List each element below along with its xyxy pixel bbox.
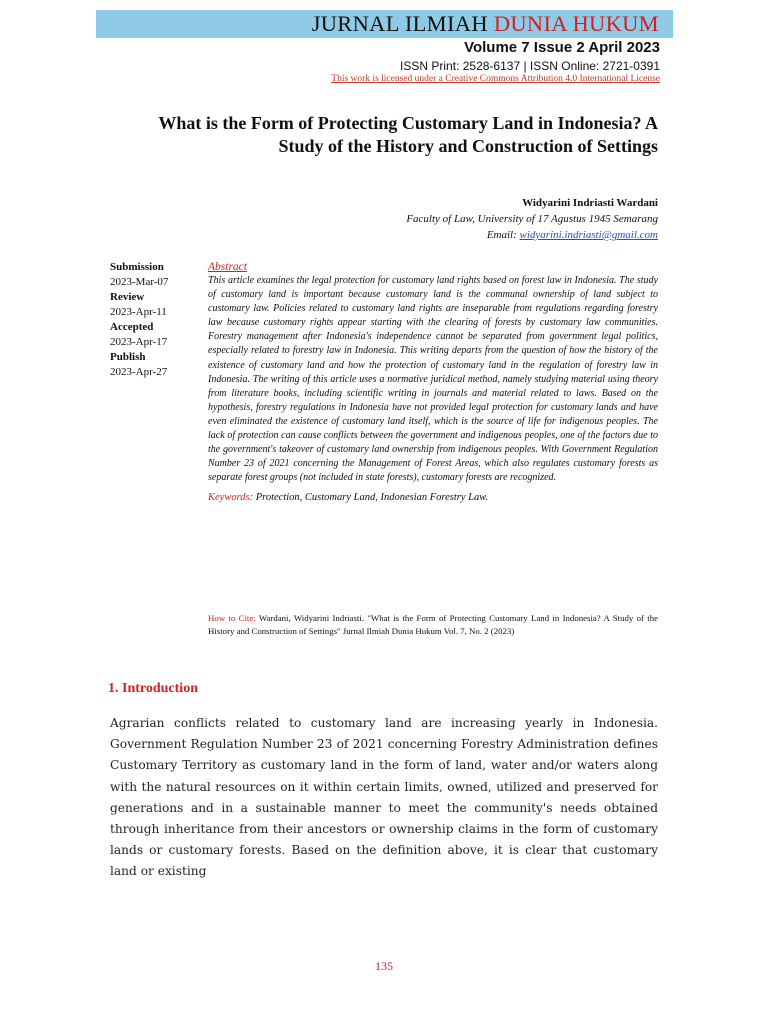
issn-line: ISSN Print: 2528-6137 | ISSN Online: 2721-0391 xyxy=(400,59,660,73)
author-email-line xyxy=(487,229,658,241)
email-label: Email: xyxy=(486,229,520,241)
article-title: What is the Form of Protecting Customary Land in Indonesia? A Study of the History and Construction of Settings xyxy=(158,113,658,156)
keywords-label: Keywords: xyxy=(208,492,254,504)
journal-title-main: JURNAL ILMIAH xyxy=(311,11,494,36)
review-label: Review xyxy=(110,291,145,303)
introduction-heading: 1. Introduction xyxy=(108,681,198,696)
page-number: 135 xyxy=(375,959,393,973)
journal-title xyxy=(312,10,659,38)
author-affiliation: Faculty of Law, University of 17 Agustus 1945 Semarang xyxy=(406,213,658,225)
journal-title-accent: DUNIA HUKUM xyxy=(493,11,659,36)
keywords-text: Protection, Customary Land, Indonesian Forestry Law. xyxy=(253,492,489,504)
author-name: Widyarini Indriasti Wardani xyxy=(522,197,658,209)
cite-text: Wardani, Widyarini Indriasti. "What is the Form of Protecting Customary Land in Indonesia? A Study of the History and Construction of Settings" Jurnal Ilmiah Dunia Hukum Vol. 7, No. 2 (2023) xyxy=(208,613,659,636)
how-to-cite xyxy=(208,612,658,637)
publish-label: Publish xyxy=(110,351,146,363)
accepted-date: 2023-Apr-17 xyxy=(110,336,168,348)
license-link[interactable]: This work is licensed under a Creative Commons Attribution 4.0 International License xyxy=(331,74,660,84)
keywords xyxy=(208,492,658,503)
introduction-paragraph: Agrarian conflicts related to customary land are increasing yearly in Indonesia. Government Regulation Number 23 of 2021 concerning Forestry Administration defines Customary Territory as customary land in the form of land, water and/or waters along with the natural resources on it within certain limits, owned, utilized and preserved for generations and in a sustainable manner to meet the community's needs obtained through inheritance from their ancestors or ownership claims in the form of customary lands or customary forests. Based on the definition above, it is clear that customary land or existing xyxy=(110,716,658,879)
publish-date: 2023-Apr-27 xyxy=(110,366,168,378)
cite-label: How to Cite: xyxy=(208,613,256,623)
submission-date: 2023-Mar-07 xyxy=(110,276,169,288)
email-link[interactable]: widyarini.indriasti@gmail.com xyxy=(519,229,658,241)
submission-label: Submission xyxy=(110,261,164,273)
abstract-section xyxy=(208,260,658,503)
abstract-text: This article examines the legal protection for customary land rights based on forest law in Indonesia. The study of customary land is important because customary land is the communal ownership of land subject to customary law. Policies related to customary land rights are inseparable from regulations regarding forestry law because customary rights appear starting with the clearing of forests by customary law communities. Forestry management after Indonesia's independence cannot be separated from government legal politics, especially related to forestry law in Indonesia. This writing departs from the question of how the history of the existence of customary land and how the protection of customary land in the regulation of forestry law in Indonesia. The writing of this article uses a normative juridical method, namely studying material using theory from literature books, including scientific writing in journals and material related to laws. Based on the hypothesis, forestry regulations in Indonesia have not provided legal protection for customary lands and have even eliminated the existence of customary land itself, which is the source of life for indigenous peoples. The lack of protection can cause conflicts between the government and indigenous peoples, one of the factors due to the government's takeover of customary land ownership from indigenous peoples. With Government Regulation Number 23 of 2021 concerning the Management of Forest Areas, which also regulates customary forests as separate forest groups (not included in state forests), customary forests are recognized. xyxy=(208,275,658,484)
journal-header-bar xyxy=(96,10,673,38)
review-date: 2023-Apr-11 xyxy=(110,306,167,318)
volume-issue: Volume 7 Issue 2 April 2023 xyxy=(464,39,660,56)
abstract-heading: Abstract xyxy=(208,261,247,273)
accepted-label: Accepted xyxy=(110,321,154,333)
article-dates xyxy=(110,260,200,380)
